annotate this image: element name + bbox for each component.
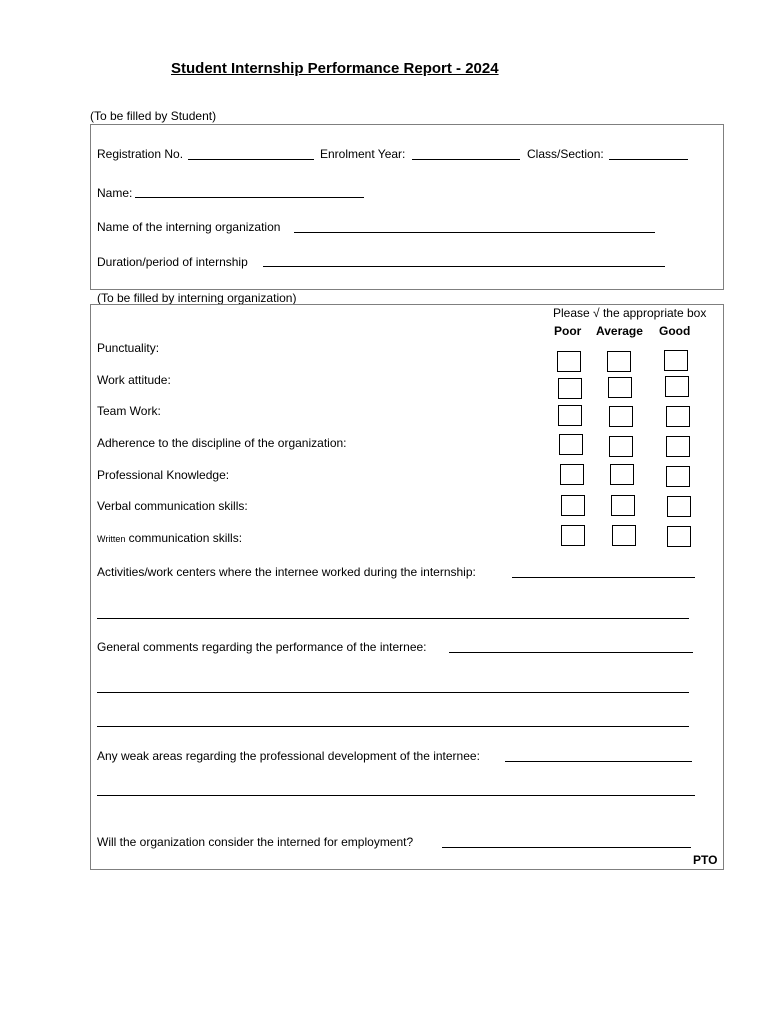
criterion-verbal-communication: Verbal communication skills: [97,499,248,513]
activities-label: Activities/work centers where the internee worked during the internship: [97,565,476,579]
checkbox-verbal-communication-good[interactable] [667,496,691,517]
checkbox-team-work-good[interactable] [666,406,690,427]
criterion-discipline: Adherence to the discipline of the organization: [97,436,347,450]
criterion-written-label: communication skills: [125,531,243,545]
checkbox-professional-knowledge-average[interactable] [610,464,634,485]
checkbox-discipline-average[interactable] [609,436,633,457]
criterion-punctuality: Punctuality: [97,341,160,355]
class-section-field[interactable] [609,159,688,160]
checkbox-punctuality-average[interactable] [607,351,631,372]
criterion-written-prefix: Written [97,534,126,544]
weak-areas-label: Any weak areas regarding the professional development of the internee: [97,749,480,763]
criterion-professional-knowledge: Professional Knowledge: [97,468,230,482]
checkbox-work-attitude-average[interactable] [608,377,632,398]
class-section-label: Class/Section: [527,147,604,161]
activities-field-line[interactable] [97,618,689,619]
checkbox-discipline-poor[interactable] [559,434,583,455]
comments-field-inline[interactable] [449,652,693,653]
registration-no-field[interactable] [188,159,314,160]
checkbox-written-communication-poor[interactable] [561,525,585,546]
comments-field-line-2[interactable] [97,726,689,727]
checkbox-punctuality-good[interactable] [664,350,688,371]
student-section-caption: (To be filled by Student) [90,109,217,123]
checkbox-verbal-communication-poor[interactable] [561,495,585,516]
name-field[interactable] [135,197,364,198]
rating-header-average: Average [596,324,643,338]
checkbox-discipline-good[interactable] [666,436,690,457]
rating-header-poor: Poor [554,324,582,338]
enrolment-year-field[interactable] [412,159,520,160]
criterion-team-work: Team Work: [97,404,161,418]
checkbox-written-communication-average[interactable] [612,525,636,546]
checkbox-punctuality-poor[interactable] [557,351,581,372]
checkbox-professional-knowledge-good[interactable] [666,466,690,487]
criterion-written-communication [97,531,242,545]
checkbox-written-communication-good[interactable] [667,526,691,547]
organization-section-caption: (To be filled by interning organization) [97,291,297,305]
criterion-work-attitude: Work attitude: [97,373,171,387]
organization-field[interactable] [294,232,655,233]
comments-field-line-1[interactable] [97,692,689,693]
employment-field[interactable] [442,847,691,848]
checkbox-work-attitude-good[interactable] [665,376,689,397]
checkbox-professional-knowledge-poor[interactable] [560,464,584,485]
weak-areas-field-inline[interactable] [505,761,692,762]
comments-label: General comments regarding the performance of the internee: [97,640,427,654]
registration-no-label: Registration No. [97,147,184,161]
checkbox-team-work-average[interactable] [609,406,633,427]
duration-label: Duration/period of internship [97,255,248,269]
activities-field-inline[interactable] [512,577,695,578]
name-label: Name: [97,186,133,200]
checkbox-work-attitude-poor[interactable] [558,378,582,399]
rating-instruction: Please √ the appropriate box [553,306,707,320]
enrolment-year-label: Enrolment Year: [320,147,406,161]
rating-header-good: Good [659,324,691,338]
organization-label: Name of the interning organization [97,220,281,234]
checkbox-team-work-poor[interactable] [558,405,582,426]
pto-label: PTO [693,853,718,867]
employment-label: Will the organization consider the interned for employment? [97,835,414,849]
page-title: Student Internship Performance Report - 2024 [171,60,499,77]
weak-areas-field-line[interactable] [97,795,695,796]
checkbox-verbal-communication-average[interactable] [611,495,635,516]
duration-field[interactable] [263,266,665,267]
